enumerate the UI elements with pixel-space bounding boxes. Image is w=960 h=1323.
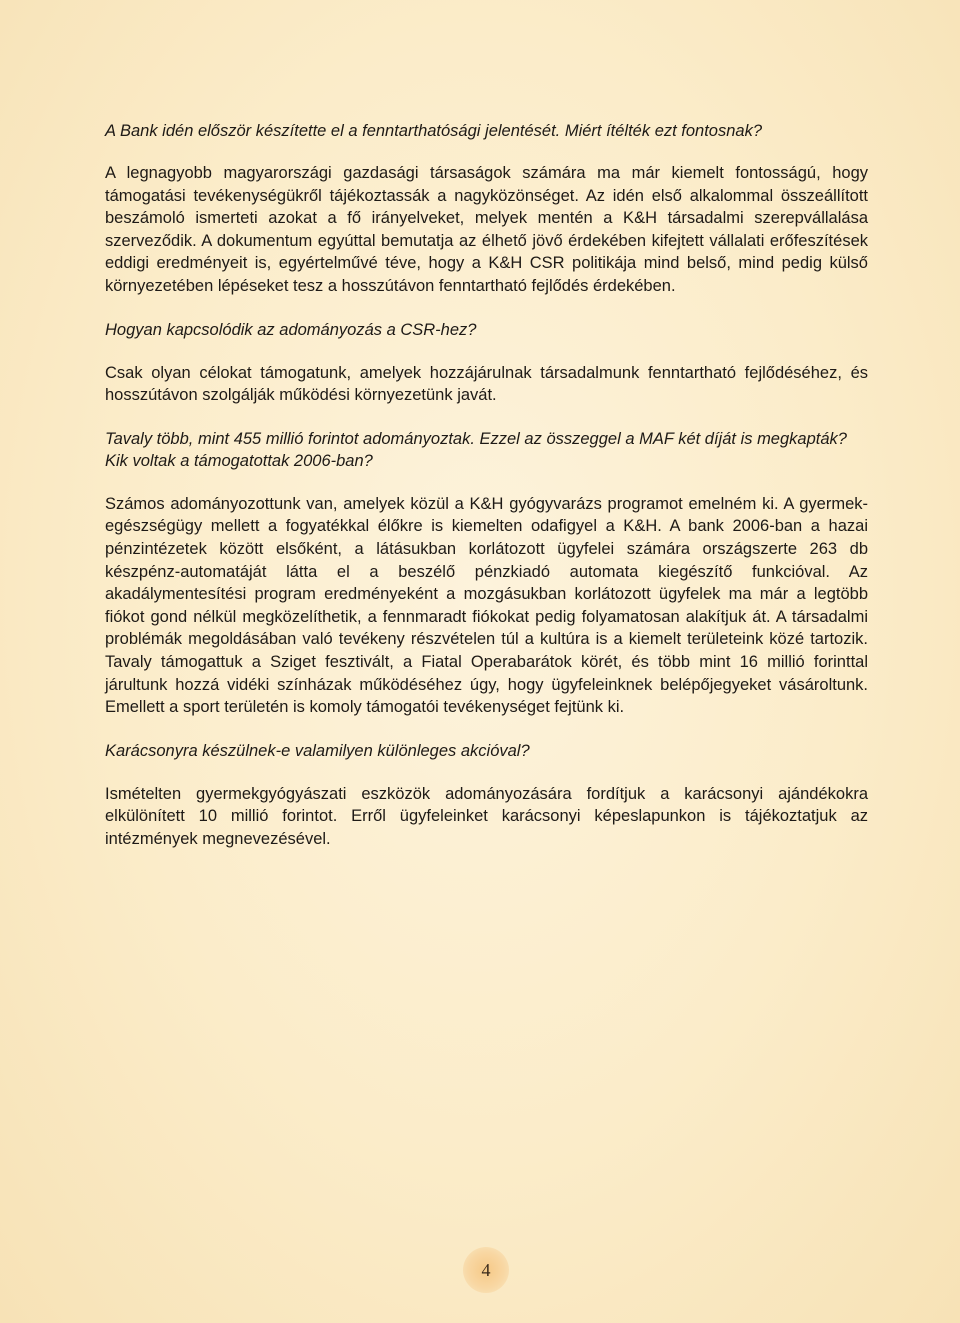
page-number: 4 [463,1247,509,1293]
answer-1: A legnagyobb magyarországi gazdasági társaságok számára ma már kiemelt fontosságú, hogy támogatási tevékenységükről tájékoztassák a nagyközönséget. Az idén első alkalommal összeállított beszámoló ismerteti azokat a fő irányelveket, melyek mentén a K&H társadalmi szerepvállalása szerveződik. A dokumentum egyúttal bemutatja az élhető jövő érdekében kifejtett vállalati erőfeszítések eddigi eredményeit is, egyértelművé téve, hogy a K&H CSR politikája mind belső, mind pedig külső környezetében lépéseket tesz a hosszútávon fenntartható fejlődés érdekében. [105,164,868,295]
answer-2: Csak olyan célokat támogatunk, amelyek hozzájárulnak társadalmunk fenntartható fejlődéséhez, és hosszútávon szolgálják működési környezetünk javát. [105,363,868,405]
question-2: Hogyan kapcsolódik az adományozás a CSR-hez? [105,320,477,339]
question-4: Karácsonyra készülnek-e valamilyen különleges akcióval? [105,741,530,760]
question-1: A Bank idén először készítette el a fenntarthatósági jelentését. Miért ítélték ezt fontosnak? [105,122,763,140]
document-body [105,120,868,871]
question-3: Tavaly több, mint 455 millió forintot adományoztak. Ezzel az összeggel a MAF két díját is megkapták? Kik voltak a támogatottak 2006-ban? [105,429,847,470]
answer-4: Ismételten gyermekgyógyászati eszközök adományozására fordítjuk a karácsonyi ajándékokra elkülönített 10 millió forintot. Erről ügyfeleinket karácsonyi képeslapunkon is tájékoztatjuk az intézmények megnevezésével. [105,784,868,848]
answer-3: Számos adományozottunk van, amelyek közül a K&H gyógyvarázs programot emelném ki. A gyermek-egészségügy mellett a fogyatékkal élőkre is kiemelten odafigyel a K&H. A bank 2006-ban a hazai pénzintézetek között elsőként, a látásukban korlátozott ügyfelei számára országszerte 263 db készpénz-automatáját látta el a beszélő pénzkiadó automata kiegészítő funkcióval. Az akadálymentesítési program eredményeként a mozgásukban korlátozott ügyfelek ma már a legtöbb fiókot gond nélkül megközelíthetik, a fennmaradt fiókokat pedig folyamatosan alakítjuk át. A társadalmi problémák megoldásában való tevékeny részvételen túl a kultúra is a kiemelt területeink közé tartozik. Tavaly támogattuk a Sziget fesztivált, a Fiatal Operabarátok körét, és több mint 16 millió forinttal járultunk hozzá vidéki színházak működéséhez úgy, hogy ügyfeleinknek belépőjegyeket vásároltunk. Emellett a sport területén is komoly támogatói tevékenységet fejtünk ki. [105,494,868,717]
